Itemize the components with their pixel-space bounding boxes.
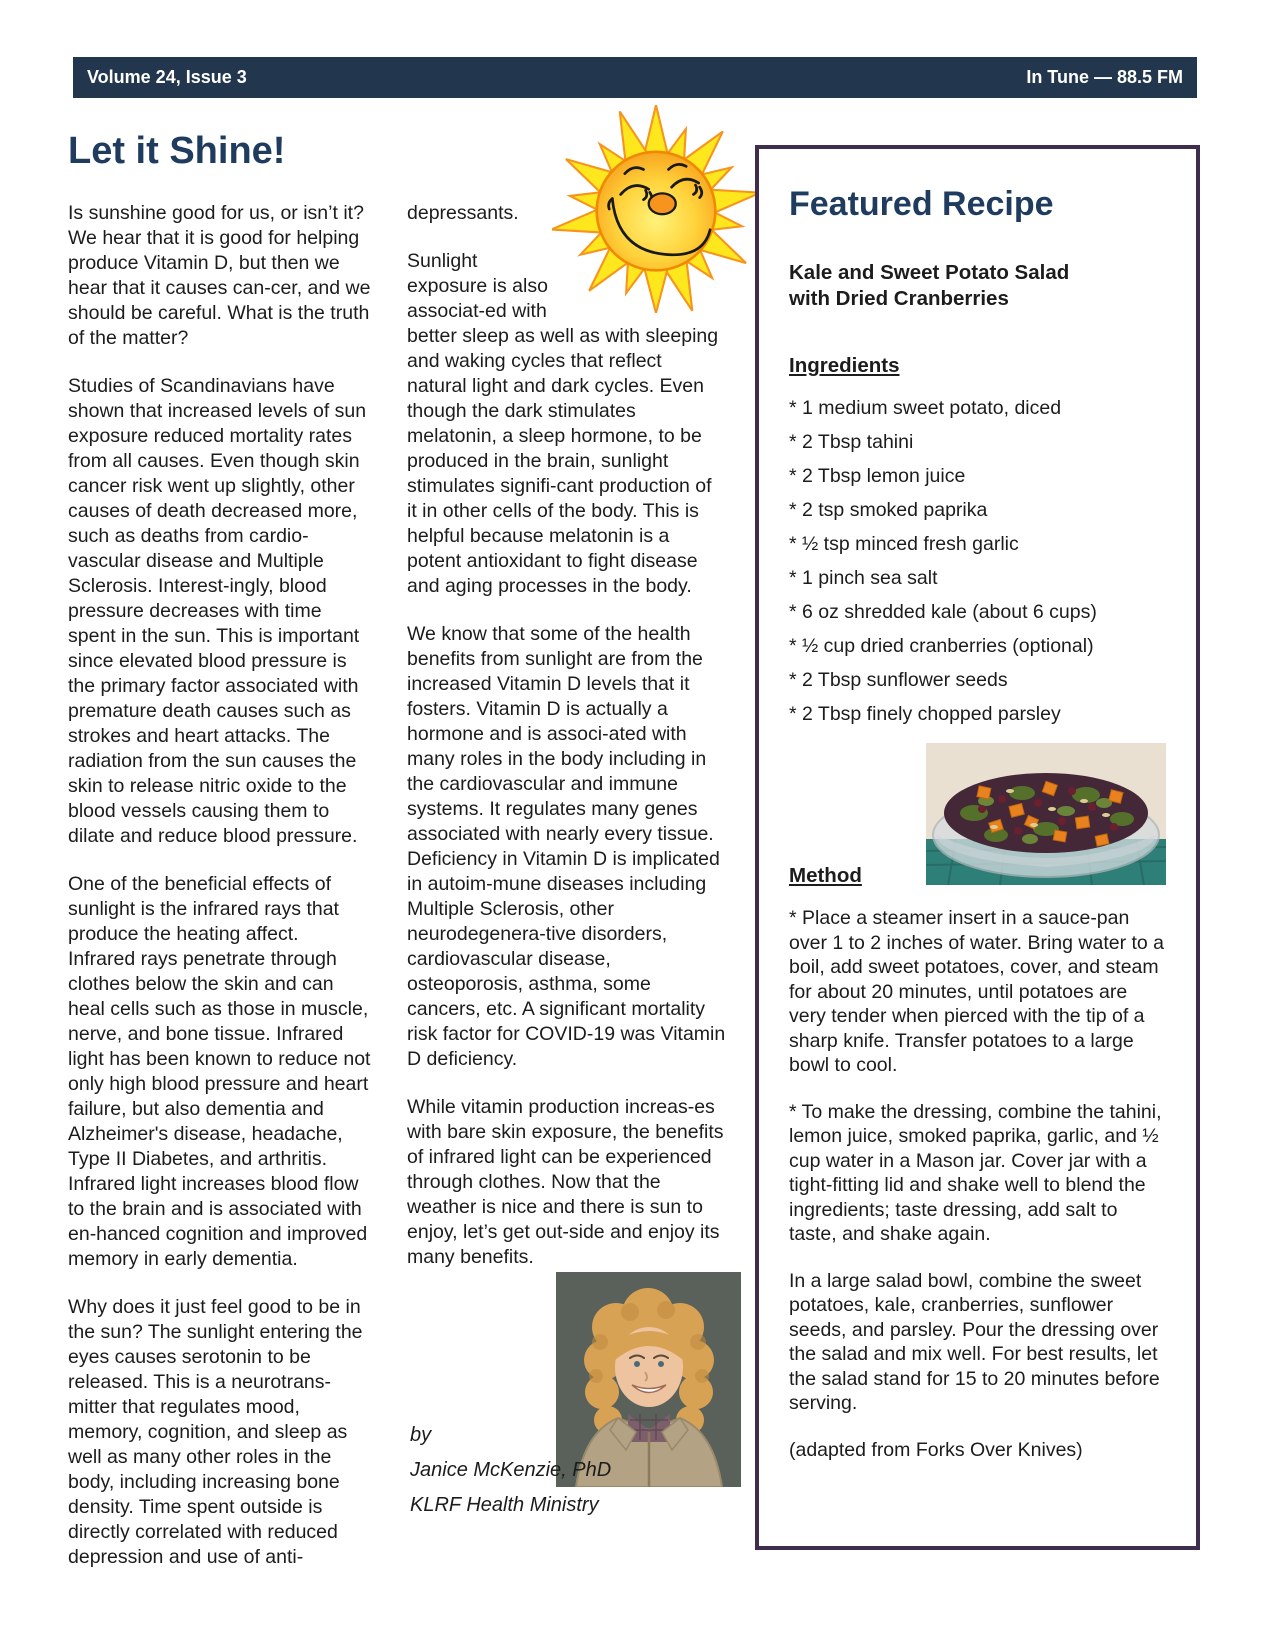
ingredient-item: * 2 Tbsp finely chopped parsley [789,703,1061,725]
salad-photo [926,743,1166,890]
station-label: In Tune — 88.5 FM [1026,67,1183,87]
method-paragraph: * Place a steamer insert in a sauce-pan over 1 to 2 inches of water. Bring water to a boil, add sweet potatoes, cover, and steam for about 20 minutes, until potatoes are very tender when pierced with the tip of a sharp knife. Transfer potatoes to a large bowl to cool. [789,907,1165,1076]
article-title: Let it Shine! [68,130,286,172]
recipe-subtitle: Kale and Sweet Potato Salad with Dried Cranberries [789,261,1070,310]
byline [410,1418,611,1523]
method-steps [789,906,1166,1462]
ingredient-item: * 6 oz shredded kale (about 6 cups) [789,601,1097,623]
paragraph: One of the beneficial effects of sunlight is the infrared rays that produce the heating affect. Infrared rays penetrate through clothes below the skin and can heal cells such as those in muscle, nerve, and bone tissue. Infrared light has been known to reduce not only high blood pressure and heart failure, but also dementia and Alzheimer's disease, headache, Type II Diabetes, and arthritis. Infrared light increases blood flow to the brain and is associated with en-hanced cognition and improved memory in early dementia. [68,873,371,1270]
paragraph: Why does it just feel good to be in the sun? The sunlight entering the eyes causes serotonin to be released. This is a neurotrans-mitter that regulates mood, memory, cognition, and sleep as well as many other roles in the body, including increasing bone density. Time spent outside is directly correlated with reduced depression and use of anti- [68,1296,363,1568]
ingredient-item: * 1 pinch sea salt [789,567,938,589]
paragraph: Sunlight exposure is also associat-ed with better sleep as well as with sleeping and waking cycles that reflect natural light and dark cycles. Even though the dark stimulates melatonin, a sleep hormone, to be produced in the brain, sunlight stimulates signifi-cant production of it in other cells of the body. This is helpful because melatonin is a potent antioxidant to fight disease and aging processes in the body. [407,250,719,597]
ingredient-item: * ½ tsp minced fresh garlic [789,533,1019,555]
paragraph: We know that some of the health benefits from sunlight are from the increased Vitamin D levels that it fosters. Vitamin D is actually a hormone and is associ-ated with many roles in the body including in the cardiovascular and immune systems. It regulates many genes associated with nearly every tissue. Deficiency in Vitamin D is implicated in autoim-mune diseases including Multiple Sclerosis, other neurodegenera-tive disorders, cardiovascular disease, osteoporosis, asthma, some cancers, etc. A significant mortality risk factor for COVID-19 was Vitamin D deficiency. [407,623,726,1070]
ingredient-item: * 2 tsp smoked paprika [789,499,988,521]
author-name: Janice McKenzie, PhD [410,1459,612,1481]
author-org: KLRF Health Ministry [410,1494,599,1516]
ingredient-item: * 2 Tbsp sunflower seeds [789,669,1008,691]
ingredient-item: * 2 Tbsp tahini [789,431,914,453]
method-paragraph: * To make the dressing, combine the tahini, lemon juice, smoked paprika, garlic, and ½ cup water in a Mason jar. Cover jar with a tight-fitting lid and shake well to blend the ingredients; taste dressing, add salt to taste, and shake again. [789,1100,1162,1245]
volume-issue-label: Volume 24, Issue 3 [87,67,247,87]
method-heading: Method [789,864,862,887]
paragraph: depressants. [407,202,519,224]
method-paragraph: In a large salad bowl, combine the sweet potatoes, kale, cranberries, sunflower seeds, and parsley. Pour the dressing over the salad and mix well. For best results, let the salad stand for 15 to 20 minutes before serving. [789,1269,1160,1414]
ingredient-item: * 1 medium sweet potato, diced [789,397,1062,419]
byline-prefix: by [410,1424,432,1446]
featured-recipe-panel [755,145,1200,1550]
ingredient-item: * 2 Tbsp lemon juice [789,465,966,487]
article-column-1 [68,201,371,1593]
paragraph: Studies of Scandinavians have shown that increased levels of sun exposure reduced mortality rates from all causes. Even though skin cancer risk went up slightly, other causes of death decreased more, such as deaths from cardio-vascular disease and Multiple Sclerosis. Interest-ingly, blood pressure decreases with time spent in the sun. This is important since elevated blood pressure is the primary factor associated with premature death causes such as strokes and heart attacks. The radiation from the sun causes the skin to release nitric oxide to the blood vessels causing them to dilate and reduce blood pressure. [68,375,367,847]
ingredients-heading: Ingredients [789,354,900,377]
salad-image [926,743,1166,885]
ingredients-list [789,396,1166,727]
ingredient-item: * ½ cup dried cranberries (optional) [789,635,1094,657]
recipe-credit: (adapted from Forks Over Knives) [789,1438,1083,1461]
masthead-bar [73,57,1197,98]
paragraph: Is sunshine good for us, or isn’t it? We hear that it is good for helping produce Vitamin D, but then we hear that it causes can-cer, and we should be careful. What is the truth of the matter? [68,202,371,349]
paragraph: While vitamin production increas-es with bare skin exposure, the benefits of infrared light can be experienced through clothes. Now that the weather is nice and there is sun to enjoy, let’s get out-side and enjoy its many benefits. [407,1096,724,1268]
recipe-title: Featured Recipe [789,185,1054,223]
article-column-2 [407,201,726,1293]
